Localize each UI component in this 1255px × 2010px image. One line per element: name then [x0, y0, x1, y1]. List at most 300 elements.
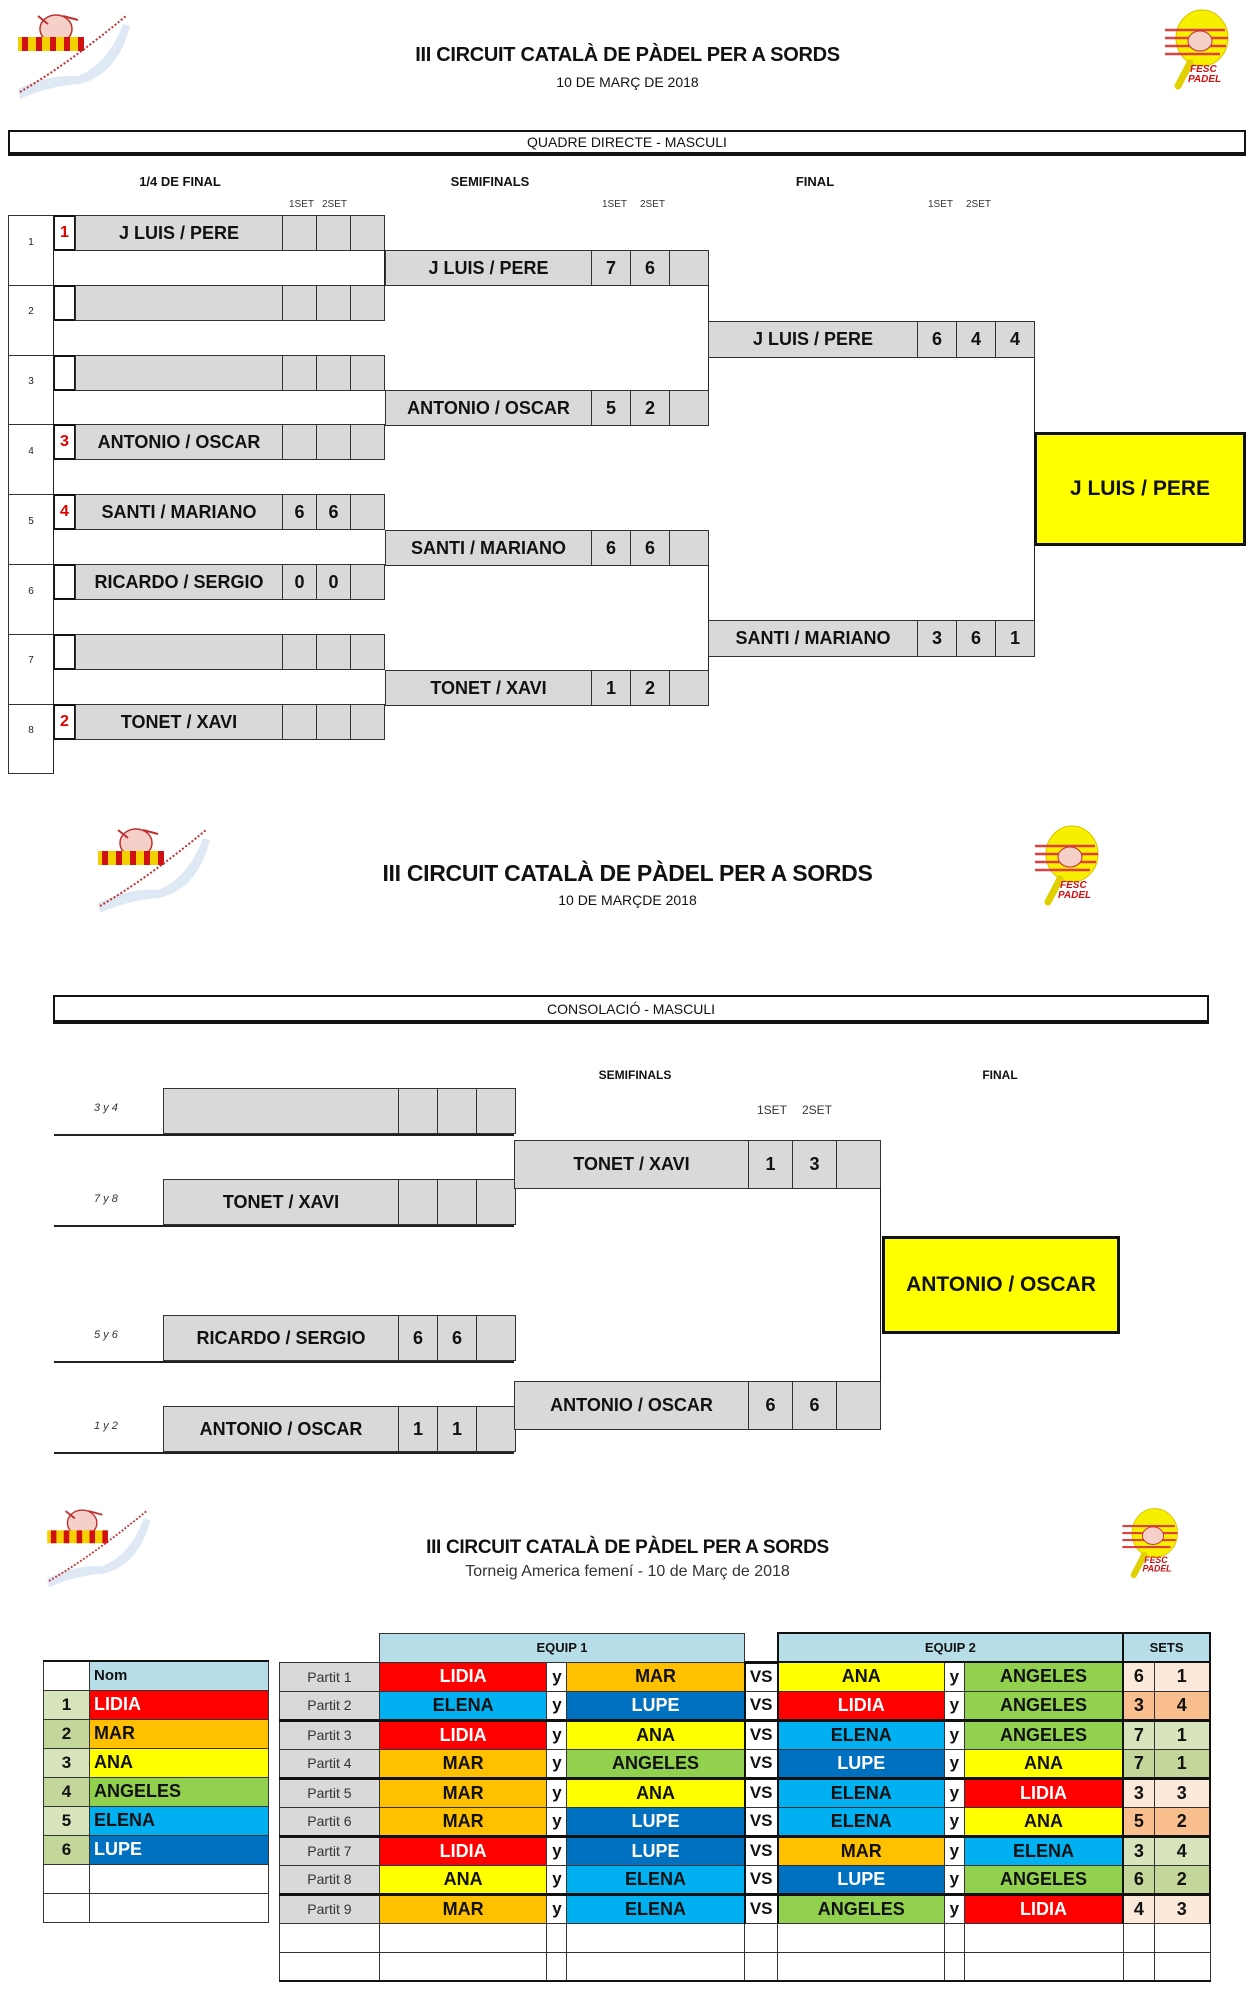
- empty-cell: [1123, 1923, 1154, 1952]
- player-row: [44, 1864, 269, 1893]
- set-score-team2: 2: [1154, 1807, 1210, 1836]
- set-score: 0: [282, 565, 316, 599]
- team-slot[interactable]: [385, 390, 709, 426]
- team-slot[interactable]: [75, 424, 385, 460]
- player-index: 6: [44, 1835, 90, 1864]
- player-name: MAR: [90, 1719, 269, 1748]
- blank-cell: [280, 1633, 380, 1662]
- row-number-cell: [8, 634, 54, 705]
- seed-number: [53, 564, 76, 600]
- round-label-final: FINAL: [982, 1068, 1018, 1082]
- set-score: [282, 286, 316, 320]
- vs-separator: VS: [745, 1691, 778, 1720]
- team-slot[interactable]: [75, 634, 385, 670]
- empty-cell: [379, 1952, 547, 1981]
- and-separator: y: [944, 1778, 964, 1807]
- set-score: [282, 635, 316, 669]
- set-score-team2: 1: [1154, 1662, 1210, 1691]
- set-score: [437, 1180, 476, 1224]
- empty-cell: [944, 1952, 964, 1981]
- team1-player1: ANA: [379, 1865, 547, 1894]
- set-score-team1: 4: [1123, 1894, 1154, 1923]
- set-score: 1: [437, 1407, 476, 1451]
- team-name: ANTONIO / OSCAR: [199, 1418, 363, 1439]
- page-subtitle: 10 DE MARÇDE 2018: [558, 892, 697, 908]
- row-number: 1: [28, 236, 34, 248]
- blank-cell: [745, 1633, 778, 1662]
- row-number: 3: [28, 376, 34, 388]
- team2-player2: ANGELES: [964, 1662, 1123, 1691]
- matches-header-row: [280, 1633, 1211, 1662]
- section-banner: QUADRE DIRECTE - MASCULI: [8, 130, 1246, 156]
- team-name: ANTONIO / OSCAR: [550, 1395, 713, 1415]
- player-row: [44, 1690, 269, 1719]
- set-score: 6: [956, 621, 995, 656]
- player-index: [44, 1893, 90, 1922]
- player-name: ELENA: [90, 1806, 269, 1835]
- and-separator: y: [547, 1691, 567, 1720]
- team-slot[interactable]: [75, 564, 385, 600]
- vs-separator: VS: [745, 1836, 778, 1865]
- vs-separator: VS: [745, 1662, 778, 1691]
- match-row: [280, 1662, 1211, 1691]
- matches-table: [279, 1632, 1211, 1982]
- team-name: RICARDO / SERGIO: [196, 1327, 366, 1348]
- row-number: 7: [28, 655, 34, 667]
- player-index: 4: [44, 1777, 90, 1806]
- players-table: [43, 1660, 269, 1923]
- set-score-team1: 3: [1123, 1778, 1154, 1807]
- empty-cell: [379, 1923, 547, 1952]
- set-score: 6: [792, 1382, 836, 1429]
- team1-player2: LUPE: [567, 1836, 745, 1865]
- bracket-line: [384, 250, 385, 286]
- team-name: TONET / XAVI: [120, 711, 238, 732]
- row-underline: [54, 1134, 514, 1136]
- team-slot[interactable]: [75, 355, 385, 391]
- set-score: 4: [995, 322, 1034, 357]
- round-label-quarter: 1/4 DE FINAL: [139, 174, 221, 189]
- set-score: [350, 216, 384, 250]
- set-score-team2: 4: [1154, 1691, 1210, 1720]
- team1-player2: ELENA: [567, 1894, 745, 1923]
- team-slot[interactable]: [385, 250, 709, 286]
- team1-player2: LUPE: [567, 1691, 745, 1720]
- row-number-cell: [8, 494, 54, 565]
- set-score: 3: [792, 1141, 836, 1188]
- set-score-team1: 6: [1123, 1865, 1154, 1894]
- row-number-cell: [8, 215, 54, 286]
- team-name: SANTI / MARIANO: [101, 501, 257, 522]
- team-slot[interactable]: [708, 620, 1035, 657]
- set-score: [316, 216, 350, 250]
- seed-number: [53, 355, 76, 391]
- match-row: [280, 1778, 1211, 1807]
- team-slot[interactable]: [75, 215, 385, 251]
- page-subtitle: 10 DE MARÇ DE 2018: [556, 74, 699, 90]
- and-separator: y: [944, 1691, 964, 1720]
- vs-separator: VS: [745, 1807, 778, 1836]
- row-number-cell: [8, 704, 54, 775]
- set-score-team1: 6: [1123, 1662, 1154, 1691]
- team-name: ANTONIO / OSCAR: [407, 397, 570, 418]
- set-score: [350, 705, 384, 739]
- set-score-team2: 1: [1154, 1720, 1210, 1749]
- set-score: 6: [398, 1316, 437, 1360]
- match-label: Partit 4: [280, 1749, 380, 1778]
- team-slot[interactable]: [514, 1140, 881, 1189]
- team-name: [76, 635, 282, 669]
- team2-player1: ELENA: [778, 1807, 945, 1836]
- team2-player1: LIDIA: [778, 1691, 945, 1720]
- set-score: [669, 531, 708, 565]
- and-separator: y: [547, 1749, 567, 1778]
- team1-player1: LIDIA: [379, 1836, 547, 1865]
- set1-label: 1SET: [602, 199, 628, 210]
- seed-number: 3: [53, 424, 76, 460]
- set-score: 3: [917, 621, 956, 656]
- set-score: [316, 286, 350, 320]
- seed-pair-label: 5 y 6: [94, 1329, 118, 1341]
- team-name: TONET / XAVI: [222, 1191, 340, 1212]
- row-number: 5: [28, 515, 34, 527]
- and-separator: y: [547, 1662, 567, 1691]
- nom-header: Nom: [90, 1661, 269, 1690]
- set2-label: 2SET: [322, 199, 348, 210]
- bracket-line: [880, 1188, 881, 1381]
- and-separator: y: [547, 1836, 567, 1865]
- set-score-team2: 1: [1154, 1749, 1210, 1778]
- team-name: SANTI / MARIANO: [735, 628, 891, 648]
- team-slot[interactable]: [385, 530, 709, 566]
- match-label: Partit 3: [280, 1720, 380, 1749]
- player-name: LUPE: [90, 1835, 269, 1864]
- set-score: [350, 425, 384, 459]
- match-row: [280, 1807, 1211, 1836]
- set-score: [836, 1382, 880, 1429]
- set2-label: 2SET: [966, 199, 992, 210]
- team2-player1: ANA: [778, 1662, 945, 1691]
- set-score: [350, 565, 384, 599]
- set1-label: 1SET: [289, 199, 315, 210]
- set-score: [398, 1180, 437, 1224]
- set-score: [476, 1407, 515, 1451]
- set-score-team1: 3: [1123, 1691, 1154, 1720]
- set-score-team1: 7: [1123, 1720, 1154, 1749]
- set-score: [476, 1180, 515, 1224]
- champion-box: J LUIS / PERE: [1034, 432, 1246, 546]
- player-name: LIDIA: [90, 1690, 269, 1719]
- team-name: [76, 286, 282, 320]
- and-separator: y: [944, 1807, 964, 1836]
- set-score-team2: 4: [1154, 1836, 1210, 1865]
- set-score: [350, 495, 384, 529]
- row-underline: [54, 1361, 514, 1363]
- player-name: [90, 1864, 269, 1893]
- set-score-team1: 5: [1123, 1807, 1154, 1836]
- empty-cell: [280, 1923, 380, 1952]
- section-banner: CONSOLACIÓ - MASCULI: [53, 995, 1209, 1024]
- set-score-team1: 7: [1123, 1749, 1154, 1778]
- set-score: [836, 1141, 880, 1188]
- set-score: [476, 1089, 515, 1133]
- team1-player1: LIDIA: [379, 1720, 547, 1749]
- page-title: III CIRCUIT CATALÀ DE PÀDEL PER A SORDS: [382, 860, 873, 886]
- seed-pair-label: 1 y 2: [94, 1420, 118, 1432]
- player-index: [44, 1864, 90, 1893]
- team1-player1: MAR: [379, 1749, 547, 1778]
- seed-number: 2: [53, 704, 76, 740]
- set-score: [398, 1089, 437, 1133]
- and-separator: y: [547, 1807, 567, 1836]
- player-row: [44, 1893, 269, 1922]
- set-score: 6: [748, 1382, 792, 1429]
- set-score: 2: [630, 671, 669, 705]
- empty-cell: [944, 1923, 964, 1952]
- team1-header: EQUIP 1: [379, 1633, 744, 1662]
- team-name: J LUIS / PERE: [118, 222, 240, 243]
- set-score: [282, 356, 316, 390]
- team1-player1: ELENA: [379, 1691, 547, 1720]
- team-name: ANTONIO / OSCAR: [97, 431, 261, 452]
- team2-player1: LUPE: [778, 1749, 945, 1778]
- player-name: ANA: [90, 1748, 269, 1777]
- match-row: [280, 1894, 1211, 1923]
- set-score: [350, 635, 384, 669]
- empty-cell: [567, 1923, 745, 1952]
- and-separator: y: [944, 1662, 964, 1691]
- team-slot[interactable]: [385, 670, 709, 706]
- empty-row: [280, 1952, 1211, 1981]
- team1-player1: MAR: [379, 1778, 547, 1807]
- row-number: 6: [28, 585, 34, 597]
- set-score: [316, 635, 350, 669]
- empty-cell: [547, 1952, 567, 1981]
- team1-player2: ANA: [567, 1720, 745, 1749]
- page-title: III CIRCUIT CATALÀ DE PÀDEL PER A SORDS: [426, 1537, 829, 1558]
- seed-number: [53, 634, 76, 670]
- round-label-semi: SEMIFINALS: [450, 174, 530, 189]
- team-name: SANTI / MARIANO: [411, 537, 566, 558]
- vs-separator: VS: [745, 1894, 778, 1923]
- round-label-final: FINAL: [795, 174, 835, 189]
- team-name: J LUIS / PERE: [752, 329, 874, 349]
- blank-cell: [44, 1661, 90, 1690]
- set-score: [437, 1089, 476, 1133]
- and-separator: y: [547, 1894, 567, 1923]
- team2-player2: ANA: [964, 1749, 1123, 1778]
- and-separator: y: [944, 1865, 964, 1894]
- page-subtitle: Torneig America femení - 10 de Març de 2018: [465, 1563, 790, 1580]
- team-slot[interactable]: [163, 1406, 516, 1452]
- set-score: [669, 671, 708, 705]
- seed-pair-label: 7 y 8: [94, 1193, 118, 1205]
- team-slot[interactable]: [514, 1381, 881, 1430]
- team2-player2: LIDIA: [964, 1894, 1123, 1923]
- player-index: 3: [44, 1748, 90, 1777]
- team1-player2: ANGELES: [567, 1749, 745, 1778]
- team1-player1: MAR: [379, 1894, 547, 1923]
- set-score: 4: [956, 322, 995, 357]
- player-name: [90, 1893, 269, 1922]
- empty-cell: [280, 1952, 380, 1981]
- set-score: 1: [995, 621, 1034, 656]
- empty-cell: [745, 1923, 778, 1952]
- player-index: 2: [44, 1719, 90, 1748]
- match-label: Partit 7: [280, 1836, 380, 1865]
- set1-label: 1SET: [757, 1103, 788, 1117]
- vs-separator: VS: [745, 1720, 778, 1749]
- team1-player1: MAR: [379, 1807, 547, 1836]
- set-score: 1: [748, 1141, 792, 1188]
- match-label: Partit 1: [280, 1662, 380, 1691]
- row-number-cell: [8, 355, 54, 426]
- team2-player1: ELENA: [778, 1720, 945, 1749]
- set-score-team2: 3: [1154, 1778, 1210, 1807]
- row-number: 4: [28, 445, 34, 457]
- sets-header: SETS: [1123, 1633, 1210, 1662]
- set-score: 6: [591, 531, 630, 565]
- team2-player2: ANA: [964, 1807, 1123, 1836]
- set-score-team2: 2: [1154, 1865, 1210, 1894]
- match-label: Partit 2: [280, 1691, 380, 1720]
- empty-cell: [778, 1952, 945, 1981]
- row-number-cell: [8, 564, 54, 635]
- row-number-cell: [8, 424, 54, 495]
- team-slot[interactable]: [75, 494, 385, 530]
- row-number: 8: [28, 725, 34, 737]
- set-score: [282, 705, 316, 739]
- team2-player1: LUPE: [778, 1865, 945, 1894]
- set-score: [669, 391, 708, 425]
- champion-box: ANTONIO / OSCAR: [882, 1236, 1120, 1334]
- match-row: [280, 1865, 1211, 1894]
- set-score: [282, 216, 316, 250]
- bracket-line: [53, 215, 54, 773]
- match-label: Partit 9: [280, 1894, 380, 1923]
- set-score: 2: [630, 391, 669, 425]
- empty-cell: [745, 1952, 778, 1981]
- team2-player2: ANGELES: [964, 1720, 1123, 1749]
- and-separator: y: [944, 1749, 964, 1778]
- set-score: 6: [282, 495, 316, 529]
- and-separator: y: [944, 1720, 964, 1749]
- team-slot[interactable]: [708, 321, 1035, 358]
- set-score: 6: [917, 322, 956, 357]
- match-row: [280, 1720, 1211, 1749]
- match-label: Partit 6: [280, 1807, 380, 1836]
- player-index: 1: [44, 1690, 90, 1719]
- set-score: [476, 1316, 515, 1360]
- match-label: Partit 5: [280, 1778, 380, 1807]
- set-score: [316, 425, 350, 459]
- set-score: 1: [398, 1407, 437, 1451]
- set-score: [350, 286, 384, 320]
- team-slot[interactable]: [163, 1179, 516, 1225]
- team-slot[interactable]: [75, 704, 385, 740]
- team2-player1: ELENA: [778, 1778, 945, 1807]
- set-score-team2: 3: [1154, 1894, 1210, 1923]
- team-name: [76, 356, 282, 390]
- set-score: 0: [316, 565, 350, 599]
- team-slot[interactable]: [75, 285, 385, 321]
- empty-cell: [547, 1923, 567, 1952]
- set-score-team1: 3: [1123, 1836, 1154, 1865]
- seed-number: 1: [53, 215, 76, 251]
- team2-header: EQUIP 2: [778, 1633, 1123, 1662]
- set-score: [669, 251, 708, 285]
- row-number-cell: [8, 285, 54, 356]
- vs-separator: VS: [745, 1749, 778, 1778]
- match-row: [280, 1836, 1211, 1865]
- set2-label: 2SET: [640, 199, 666, 210]
- empty-row: [280, 1923, 1211, 1952]
- team-name: [164, 1089, 398, 1133]
- and-separator: y: [547, 1778, 567, 1807]
- empty-cell: [778, 1923, 945, 1952]
- set-score: 5: [591, 391, 630, 425]
- vs-separator: VS: [745, 1778, 778, 1807]
- set-score: [282, 425, 316, 459]
- set1-label: 1SET: [928, 199, 954, 210]
- team-name: J LUIS / PERE: [428, 257, 549, 278]
- empty-cell: [1154, 1923, 1210, 1952]
- set-score: [316, 705, 350, 739]
- player-name: ANGELES: [90, 1777, 269, 1806]
- and-separator: y: [547, 1720, 567, 1749]
- set-score: [316, 356, 350, 390]
- seed-pair-label: 3 y 4: [94, 1102, 118, 1114]
- team1-player2: MAR: [567, 1662, 745, 1691]
- and-separator: y: [547, 1865, 567, 1894]
- match-row: [280, 1749, 1211, 1778]
- set2-label: 2SET: [802, 1103, 833, 1117]
- team1-player2: ANA: [567, 1778, 745, 1807]
- round-label-semi: SEMIFINALS: [598, 1068, 672, 1082]
- set-score: 7: [591, 251, 630, 285]
- set-score: [350, 356, 384, 390]
- team-slot[interactable]: [163, 1088, 516, 1134]
- set-score: 6: [630, 251, 669, 285]
- set-score: 1: [591, 671, 630, 705]
- and-separator: y: [944, 1836, 964, 1865]
- set-score: 6: [630, 531, 669, 565]
- player-row: [44, 1719, 269, 1748]
- team-slot[interactable]: [163, 1315, 516, 1361]
- set-score: 6: [437, 1316, 476, 1360]
- empty-cell: [964, 1952, 1123, 1981]
- team-name: TONET / XAVI: [430, 677, 547, 698]
- empty-cell: [964, 1923, 1123, 1952]
- player-row: [44, 1806, 269, 1835]
- team-name: TONET / XAVI: [573, 1154, 690, 1174]
- player-row: [44, 1748, 269, 1777]
- team2-player2: ELENA: [964, 1836, 1123, 1865]
- match-label: Partit 8: [280, 1865, 380, 1894]
- empty-cell: [1123, 1952, 1154, 1981]
- team2-player2: ANGELES: [964, 1865, 1123, 1894]
- empty-cell: [567, 1952, 745, 1981]
- seed-number: [53, 285, 76, 321]
- page-title: III CIRCUIT CATALÀ DE PÀDEL PER A SORDS: [415, 44, 840, 66]
- player-row: [44, 1835, 269, 1864]
- row-underline: [54, 1452, 514, 1454]
- team1-player1: LIDIA: [379, 1662, 547, 1691]
- team2-player2: ANGELES: [964, 1691, 1123, 1720]
- set-score: 6: [316, 495, 350, 529]
- team-name: RICARDO / SERGIO: [94, 571, 264, 592]
- empty-cell: [1154, 1952, 1210, 1981]
